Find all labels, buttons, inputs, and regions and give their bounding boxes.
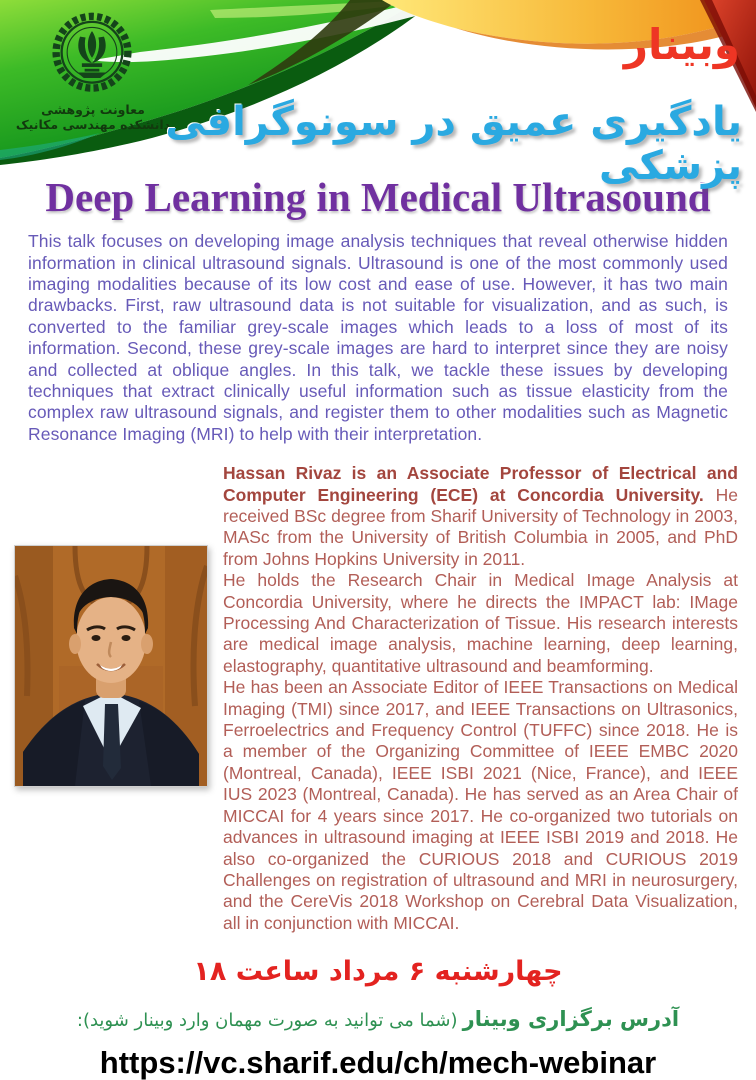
english-title: Deep Learning in Medical Ultrasound xyxy=(45,174,711,220)
bio-paragraph-2: He holds the Research Chair in Medical Image Analysis at Concordia University, where he directs the IMPACT lab: IMage Processing And Characterization of Tissue. His research interests are medical image analysis, machine learning, deep learning, elastography, quantitative ultrasound and beamforming. xyxy=(223,570,738,676)
speaker-photo xyxy=(14,545,208,787)
event-date: چهارشنبه ۶ مرداد ساعت ۱۸ xyxy=(193,956,563,988)
bio-paragraph-1-rest: He received BSc degree from Sharif University of Technology in 2003, MASc from the University of British Columbia in 2005, and PhD from Johns Hopkins University in 2011. xyxy=(223,484,738,569)
logo-caption-line1: معاونت پژوهشی xyxy=(41,102,145,117)
address-label: آدرس برگزاری وبینار xyxy=(462,1007,680,1032)
abstract-paragraph: This talk focuses on developing image analysis techniques that reveal otherwise hidden information in clinical ultrasound signals. Ultrasound is one of the most commonly used imaging modalities because of its low cost and ease of use. However, it has two main drawbacks. First, raw ultrasound data is not suitable for visualization, and as such, is converted to the familiar grey-scale images which leads to a loss of most of its information. Second, these grey-scale images are hard to interpret since they are noisy and collected at oblique angles. In this talk, we tackle these issues by developing techniques that extract clinically useful information such as tissue elasticity from the complex raw ultrasound signals, and register them to other modalities such as Magnetic Resonance Imaging (MRI) to help with their interpretation. xyxy=(28,231,728,444)
logo-caption-line2: دانشکده مهندسی مکانیک xyxy=(15,117,171,132)
sharif-logo-icon xyxy=(46,6,138,104)
bio-paragraph-3: He has been an Associate Editor of IEEE Transactions on Medical Imaging (TMI) since 2017, and IEEE Transactions on Ultrasonics, Ferroelectrics and Frequency Control (TUFFC) since 2018. He is a member of the Organizing Committee of IEEE EMBC 2020 (Montreal, Canada), IEEE ISBI 2021 (Nice, France), and IEEE IUS 2023 (Montreal, Canada). He has served as an Area Chair of MICCAI for 4 years since 2017. He co-organized two tutorials on advances in ultrasound imaging at IEEE ISBI 2019 and 2018. He also co-organized the CURIOUS 2018 and CURIOUS 2019 Challenges on registration of ultrasound and MRI in neurosurgery, and the CereVis 2018 Workshop on Cerebral Data Visualization, all in conjunction with MICCAI. xyxy=(223,677,738,933)
webinar-url[interactable]: https://vc.sharif.edu/ch/mech-webinar xyxy=(99,1045,657,1080)
speaker-bio xyxy=(223,463,738,934)
bio-paragraph-1 xyxy=(223,463,738,570)
webinar-label-fa: وبینار xyxy=(623,20,740,69)
persian-title: یادگیری عمیق در سونوگرافی پزشکی xyxy=(165,99,742,189)
banner xyxy=(0,0,756,189)
address-line xyxy=(0,1007,756,1031)
speaker-portrait-graphic xyxy=(15,546,207,786)
bio-lead: Hassan Rivaz is an Associate Professor of Electrical and Computer Engineering (ECE) at Concordia University. xyxy=(223,463,738,505)
speaker-photo-column xyxy=(14,463,208,934)
address-note: (شما می توانید به صورت مهمان وارد وبینار شوید): xyxy=(76,1010,458,1032)
speaker-section xyxy=(14,463,738,934)
